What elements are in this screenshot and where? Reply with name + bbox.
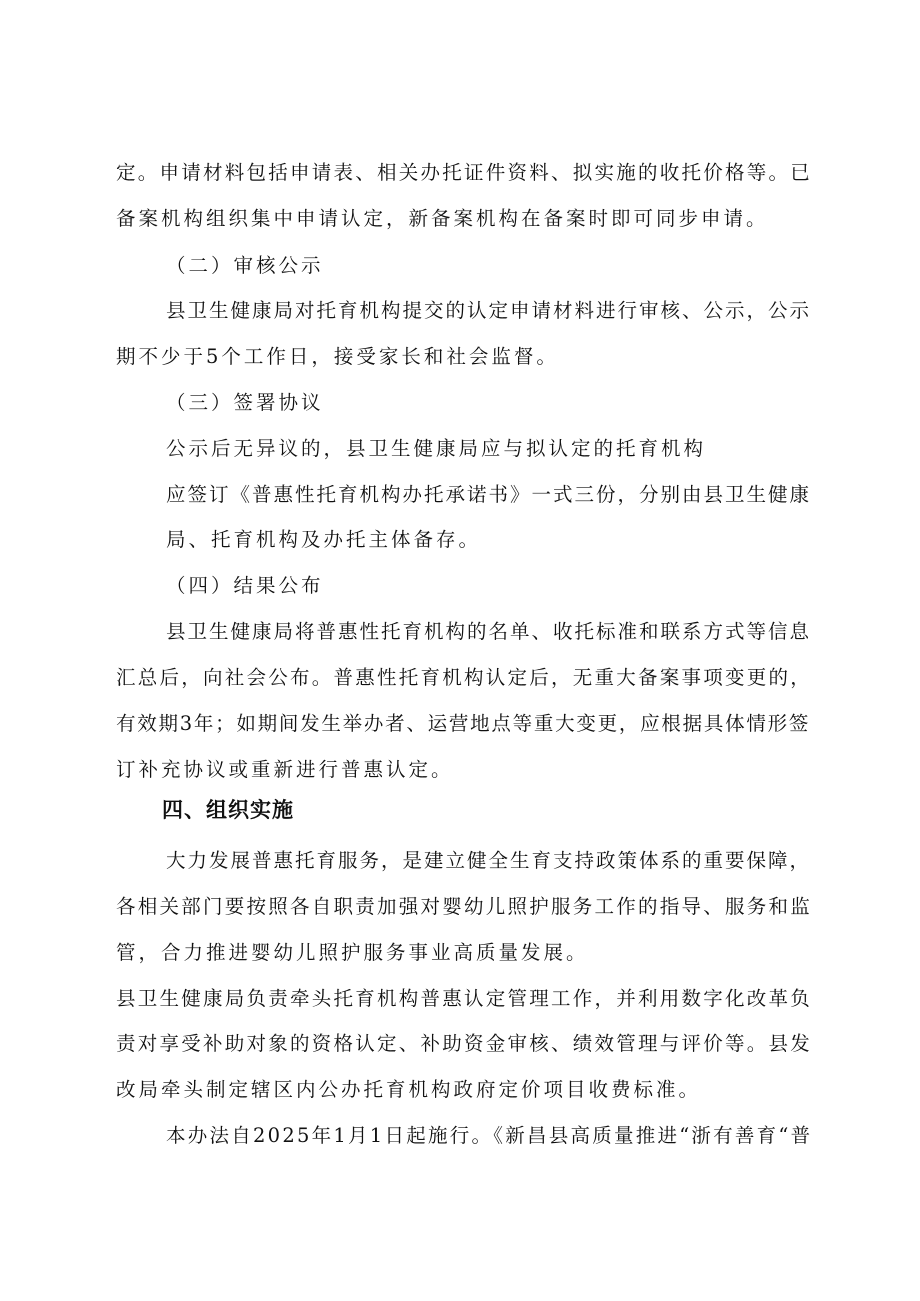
paragraph-result-line-2: 汇总后，向社会公布。普惠性托育机构认定后，无重大备案事项变更的， xyxy=(116,666,813,689)
subheading-result: （四）结果公布 xyxy=(166,574,324,597)
paragraph-apply-line-2: 备案机构组织集中申请认定，新备案机构在备案时即可同步申请。 xyxy=(116,207,769,230)
paragraph-result-line-1: 县卫生健康局将普惠性托育机构的名单、收托标准和联系方式等信息 xyxy=(166,620,812,643)
paragraph-implementation-line-3: 管，合力推进婴幼儿照护服务事业高质量发展。 xyxy=(116,941,589,964)
paragraph-review-line-1: 县卫生健康局对托育机构提交的认定申请材料进行审核、公示，公示 xyxy=(166,299,812,322)
paragraph-apply-line-1: 定。申请材料包括申请表、相关办托证件资料、拟实施的收托价格等。已 xyxy=(116,161,813,184)
paragraph-review-line-2: 期不少于5个工作日，接受家长和社会监督。 xyxy=(116,345,559,368)
paragraph-implementation-line-1: 大力发展普惠托育服务，是建立健全生育支持政策体系的重要保障， xyxy=(166,849,812,872)
paragraph-health-bureau-line-2: 责对享受补助对象的资格认定、补助资金审核、绩效管理与评价等。县发 xyxy=(116,1032,813,1055)
paragraph-health-bureau-line-3: 改局牵头制定辖区内公办托育机构政府定价项目收费标准。 xyxy=(116,1078,702,1101)
subheading-agreement: （三）签署协议 xyxy=(166,391,324,414)
section-heading: 四、组织实施 xyxy=(162,798,294,822)
paragraph-result-line-4: 订补充协议或重新进行普惠认定。 xyxy=(116,758,454,781)
paragraph-implementation-line-2: 各相关部门要按照各自职责加强对婴幼儿照护服务工作的指导、服务和监 xyxy=(116,895,813,918)
paragraph-effective-line-1: 本办法自2025年1月1日起施行。《新昌县高质量推进“浙有善育“普 xyxy=(166,1124,813,1147)
subheading-review: （二）审核公示 xyxy=(166,254,324,277)
paragraph-agreement-line-2: 应签订《普惠性托育机构办托承诺书》一式三份，分别由县卫生健康 xyxy=(166,483,812,506)
paragraph-result-line-3: 有效期3年；如期间发生举办者、运营地点等重大变更，应根据具体情形签 xyxy=(116,712,811,735)
paragraph-agreement-line-1: 公示后无异议的，县卫生健康局应与拟认定的托育机构 xyxy=(166,437,707,460)
paragraph-agreement-line-3: 局、托育机构及办托主体备存。 xyxy=(166,528,482,551)
paragraph-health-bureau-line-1: 县卫生健康局负责牵头托育机构普惠认定管理工作，并利用数字化改革负 xyxy=(116,987,813,1010)
